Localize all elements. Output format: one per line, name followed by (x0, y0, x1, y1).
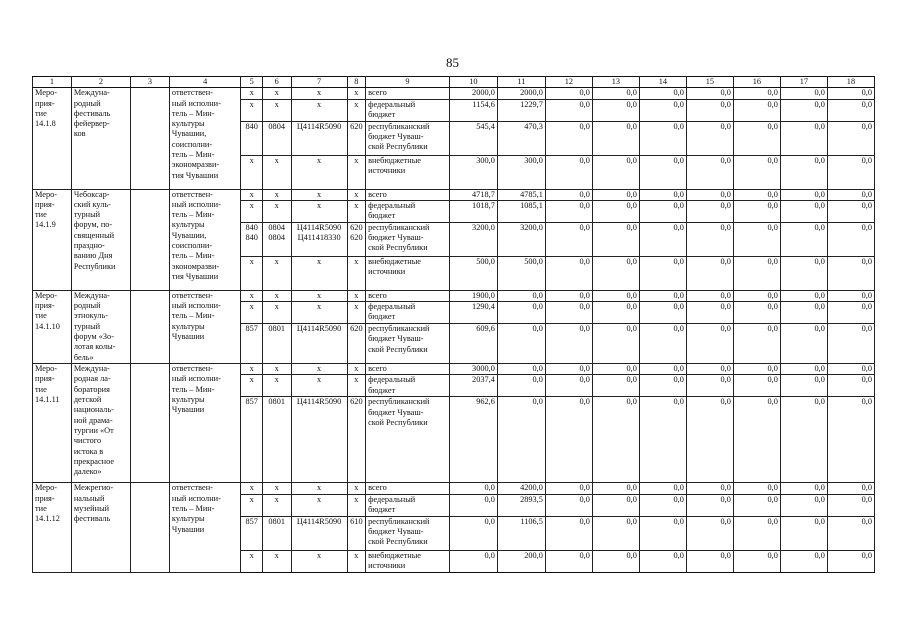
measure-id: Меро- прия- тие 14.1.9 (33, 189, 72, 290)
amount-cell: 0,0 (545, 200, 592, 222)
amount-cell: 2037,4 (449, 375, 497, 397)
amount-cell: 4718,7 (449, 189, 497, 200)
column-header: 13 (592, 77, 639, 88)
column-header: 8 (347, 77, 365, 88)
amount-cell: 0,0 (592, 290, 639, 301)
funding-source: республиканский бюджет Чуваш- ской Республики (366, 324, 450, 364)
expense-type-code: х (347, 189, 365, 200)
amount-cell: 0,0 (733, 483, 780, 494)
amount-cell: 0,0 (733, 364, 780, 375)
amount-cell: 0,0 (733, 88, 780, 99)
amount-cell: 0,0 (686, 256, 733, 290)
target-article-code: х (291, 88, 347, 99)
section-code: 0804 0804 (262, 222, 291, 256)
grbs-code: 857 (241, 397, 262, 483)
amount-cell: 0,0 (733, 222, 780, 256)
amount-cell: 0,0 (497, 364, 545, 375)
section-code: х (262, 302, 291, 324)
expense-type-code: х (347, 290, 365, 301)
amount-cell: 0,0 (592, 200, 639, 222)
amount-cell: 0,0 (827, 121, 874, 155)
amount-cell: 4785,1 (497, 189, 545, 200)
amount-cell: 0,0 (827, 256, 874, 290)
grbs-code: 857 (241, 324, 262, 364)
amount-cell: 0,0 (639, 200, 686, 222)
expense-type-code: х (347, 550, 365, 572)
expense-type-code: х (347, 99, 365, 121)
target-article-code: х (291, 483, 347, 494)
target-article-code: Ц4114R5090 (291, 121, 347, 155)
amount-cell: 2893,5 (497, 494, 545, 516)
expense-type-code: 620 (347, 121, 365, 155)
amount-cell: 0,0 (780, 88, 827, 99)
amount-cell: 1018,7 (449, 200, 497, 222)
amount-cell: 0,0 (827, 483, 874, 494)
expense-type-code: х (347, 88, 365, 99)
amount-cell: 0,0 (592, 375, 639, 397)
column-header: 10 (449, 77, 497, 88)
section-code: х (262, 494, 291, 516)
target-article-code: х (291, 200, 347, 222)
expense-type-code: х (347, 494, 365, 516)
grbs-code: 857 (241, 516, 262, 550)
grbs-code: х (241, 200, 262, 222)
amount-cell: 2000,0 (497, 88, 545, 99)
responsible-executor: ответствен- ный исполни- тель – Мин- культуры Чувашии (169, 483, 241, 572)
grbs-code: х (241, 364, 262, 375)
amount-cell: 470,3 (497, 121, 545, 155)
table-row (33, 189, 875, 200)
funding-source: всего (366, 483, 450, 494)
column-header: 1 (33, 77, 72, 88)
table-row (33, 88, 875, 99)
section-code: 0801 (262, 324, 291, 364)
column-header: 5 (241, 77, 262, 88)
amount-cell: 0,0 (780, 200, 827, 222)
amount-cell: 0,0 (592, 494, 639, 516)
amount-cell: 0,0 (780, 290, 827, 301)
measure-name: Междуна- родный фестиваль фейервер- ков (71, 88, 130, 189)
column-header: 11 (497, 77, 545, 88)
expense-type-code: 620 (347, 324, 365, 364)
amount-cell: 0,0 (827, 155, 874, 189)
target-article-code: х (291, 364, 347, 375)
table-row (33, 483, 875, 494)
responsible-executor: ответствен- ный исполни- тель – Мин- культуры Чувашии, соисполни- тель – Мин- экономразви- тия Чувашии (169, 88, 241, 189)
amount-cell: 3000,0 (449, 364, 497, 375)
amount-cell: 0,0 (780, 516, 827, 550)
amount-cell: 0,0 (827, 200, 874, 222)
amount-cell: 0,0 (827, 375, 874, 397)
table-row (33, 364, 875, 375)
section-code: х (262, 99, 291, 121)
amount-cell: 0,0 (733, 397, 780, 483)
amount-cell: 1154,6 (449, 99, 497, 121)
funding-source: республиканский бюджет Чуваш- ской Республики (366, 516, 450, 550)
target-article-code: х (291, 99, 347, 121)
amount-cell: 0,0 (639, 256, 686, 290)
funding-source: федеральный бюджет (366, 302, 450, 324)
amount-cell: 0,0 (686, 99, 733, 121)
expense-type-code: х (347, 302, 365, 324)
grbs-code: х (241, 290, 262, 301)
section-code: х (262, 88, 291, 99)
empty-cell (131, 290, 170, 363)
amount-cell: 0,0 (827, 516, 874, 550)
amount-cell: 0,0 (639, 375, 686, 397)
amount-cell: 0,0 (686, 121, 733, 155)
amount-cell: 0,0 (780, 189, 827, 200)
expense-type-code: х (347, 200, 365, 222)
funding-source: республиканский бюджет Чуваш- ской Республики (366, 222, 450, 256)
amount-cell: 0,0 (686, 375, 733, 397)
amount-cell: 0,0 (780, 155, 827, 189)
amount-cell: 0,0 (639, 155, 686, 189)
target-article-code: Ц4114R5090 (291, 324, 347, 364)
amount-cell: 0,0 (545, 99, 592, 121)
amount-cell: 0,0 (639, 290, 686, 301)
amount-cell: 0,0 (639, 302, 686, 324)
amount-cell: 0,0 (733, 324, 780, 364)
amount-cell: 0,0 (545, 494, 592, 516)
amount-cell: 0,0 (545, 302, 592, 324)
expense-type-code: х (347, 375, 365, 397)
amount-cell: 0,0 (686, 324, 733, 364)
amount-cell: 0,0 (780, 483, 827, 494)
amount-cell: 0,0 (686, 88, 733, 99)
column-header: 14 (639, 77, 686, 88)
amount-cell: 0,0 (827, 88, 874, 99)
amount-cell: 0,0 (639, 121, 686, 155)
target-article-code: х (291, 302, 347, 324)
amount-cell: 0,0 (592, 364, 639, 375)
grbs-code: х (241, 483, 262, 494)
amount-cell: 0,0 (545, 483, 592, 494)
amount-cell: 0,0 (733, 256, 780, 290)
section-code: 0801 (262, 397, 291, 483)
amount-cell: 0,0 (780, 222, 827, 256)
amount-cell: 0,0 (592, 256, 639, 290)
amount-cell: 0,0 (686, 189, 733, 200)
empty-cell (131, 364, 170, 483)
expense-type-code: 620 620 (347, 222, 365, 256)
empty-cell (131, 189, 170, 290)
amount-cell: 0,0 (827, 397, 874, 483)
amount-cell: 0,0 (780, 324, 827, 364)
funding-source: всего (366, 364, 450, 375)
amount-cell: 0,0 (497, 302, 545, 324)
amount-cell: 0,0 (733, 494, 780, 516)
amount-cell: 0,0 (639, 99, 686, 121)
amount-cell: 0,0 (449, 494, 497, 516)
section-code: 0804 (262, 121, 291, 155)
amount-cell: 500,0 (449, 256, 497, 290)
amount-cell: 0,0 (639, 324, 686, 364)
amount-cell: 0,0 (592, 302, 639, 324)
measure-id: Меро- прия- тие 14.1.12 (33, 483, 72, 572)
amount-cell: 0,0 (780, 302, 827, 324)
expense-type-code: х (347, 256, 365, 290)
amount-cell: 1106,5 (497, 516, 545, 550)
amount-cell: 0,0 (592, 324, 639, 364)
target-article-code: х (291, 155, 347, 189)
amount-cell: 0,0 (686, 550, 733, 572)
funding-source: всего (366, 88, 450, 99)
target-article-code: Ц4114R5090 Ц411418330 (291, 222, 347, 256)
amount-cell: 0,0 (639, 88, 686, 99)
amount-cell: 0,0 (545, 364, 592, 375)
amount-cell: 300,0 (449, 155, 497, 189)
grbs-code: х (241, 155, 262, 189)
amount-cell: 0,0 (592, 189, 639, 200)
amount-cell: 0,0 (497, 324, 545, 364)
measure-name: Чебоксар- ский куль- турный форум, по- священный праздно- ванию Дня Республики (71, 189, 130, 290)
measure-name: Междуна- родная ла- боратория детской националь- ной драма- тургии «От чистого истока в прекрасное далеко» (71, 364, 130, 483)
amount-cell: 0,0 (733, 99, 780, 121)
amount-cell: 0,0 (780, 550, 827, 572)
section-code: х (262, 256, 291, 290)
grbs-code: х (241, 256, 262, 290)
amount-cell: 0,0 (592, 222, 639, 256)
amount-cell: 0,0 (449, 516, 497, 550)
amount-cell: 0,0 (686, 155, 733, 189)
amount-cell: 0,0 (733, 121, 780, 155)
amount-cell: 1290,4 (449, 302, 497, 324)
amount-cell: 200,0 (497, 550, 545, 572)
table-row (33, 290, 875, 301)
amount-cell: 0,0 (592, 155, 639, 189)
target-article-code: Ц4114R5090 (291, 516, 347, 550)
section-code: х (262, 200, 291, 222)
amount-cell: 0,0 (592, 121, 639, 155)
amount-cell: 0,0 (686, 200, 733, 222)
column-header: 15 (686, 77, 733, 88)
amount-cell: 1229,7 (497, 99, 545, 121)
amount-cell: 0,0 (545, 155, 592, 189)
funding-source: республиканский бюджет Чуваш- ской Республики (366, 121, 450, 155)
amount-cell: 0,0 (592, 516, 639, 550)
amount-cell: 0,0 (639, 364, 686, 375)
target-article-code: х (291, 550, 347, 572)
column-header: 12 (545, 77, 592, 88)
section-code: х (262, 189, 291, 200)
funding-source: федеральный бюджет (366, 200, 450, 222)
grbs-code: х (241, 99, 262, 121)
amount-cell: 0,0 (639, 550, 686, 572)
expense-type-code: х (347, 155, 365, 189)
amount-cell: 0,0 (780, 375, 827, 397)
amount-cell: 0,0 (780, 121, 827, 155)
funding-source: республиканский бюджет Чуваш- ской Республики (366, 397, 450, 483)
amount-cell: 545,4 (449, 121, 497, 155)
page-number: 85 (446, 55, 459, 70)
amount-cell: 0,0 (639, 222, 686, 256)
amount-cell: 0,0 (497, 397, 545, 483)
measure-name: Межрегио- нальный музейный фестиваль (71, 483, 130, 572)
empty-cell (131, 88, 170, 189)
amount-cell: 0,0 (592, 550, 639, 572)
target-article-code: х (291, 290, 347, 301)
amount-cell: 0,0 (639, 189, 686, 200)
amount-cell: 0,0 (686, 290, 733, 301)
header-row (33, 77, 875, 88)
amount-cell: 609,6 (449, 324, 497, 364)
column-header: 7 (291, 77, 347, 88)
amount-cell: 1900,0 (449, 290, 497, 301)
amount-cell: 0,0 (780, 256, 827, 290)
expense-type-code: х (347, 364, 365, 375)
grbs-code: х (241, 302, 262, 324)
measure-id: Меро- прия- тие 14.1.8 (33, 88, 72, 189)
expense-type-code: 610 (347, 516, 365, 550)
grbs-code: 840 (241, 121, 262, 155)
amount-cell: 0,0 (545, 290, 592, 301)
amount-cell: 0,0 (827, 302, 874, 324)
amount-cell: 0,0 (780, 364, 827, 375)
amount-cell: 0,0 (733, 516, 780, 550)
section-code: х (262, 550, 291, 572)
responsible-executor: ответствен- ный исполни- тель – Мин- культуры Чувашии (169, 290, 241, 363)
amount-cell: 300,0 (497, 155, 545, 189)
amount-cell: 0,0 (780, 397, 827, 483)
target-article-code: х (291, 375, 347, 397)
amount-cell: 3200,0 (449, 222, 497, 256)
funding-source: внебюджетные источники (366, 155, 450, 189)
amount-cell: 0,0 (545, 550, 592, 572)
empty-cell (131, 483, 170, 572)
amount-cell: 0,0 (545, 324, 592, 364)
section-code: х (262, 483, 291, 494)
amount-cell: 3200,0 (497, 222, 545, 256)
amount-cell: 0,0 (733, 290, 780, 301)
amount-cell: 962,6 (449, 397, 497, 483)
column-header: 2 (71, 77, 130, 88)
column-header: 6 (262, 77, 291, 88)
budget-table (32, 76, 875, 573)
section-code: х (262, 290, 291, 301)
target-article-code: х (291, 256, 347, 290)
section-code: х (262, 364, 291, 375)
grbs-code: 840 840 (241, 222, 262, 256)
amount-cell: 0,0 (780, 99, 827, 121)
column-header: 4 (169, 77, 241, 88)
amount-cell: 0,0 (686, 483, 733, 494)
amount-cell: 0,0 (827, 189, 874, 200)
funding-source: внебюджетные источники (366, 256, 450, 290)
section-code: х (262, 155, 291, 189)
funding-source: всего (366, 189, 450, 200)
target-article-code: х (291, 189, 347, 200)
column-header: 16 (733, 77, 780, 88)
amount-cell: 0,0 (545, 222, 592, 256)
amount-cell: 0,0 (733, 189, 780, 200)
amount-cell: 0,0 (449, 550, 497, 572)
amount-cell: 0,0 (545, 375, 592, 397)
column-header: 9 (366, 77, 450, 88)
amount-cell: 500,0 (497, 256, 545, 290)
amount-cell: 0,0 (545, 397, 592, 483)
amount-cell: 0,0 (686, 302, 733, 324)
amount-cell: 0,0 (827, 550, 874, 572)
grbs-code: х (241, 189, 262, 200)
amount-cell: 0,0 (545, 121, 592, 155)
amount-cell: 0,0 (827, 290, 874, 301)
amount-cell: 0,0 (827, 364, 874, 375)
measure-name: Междуна- родный этнокуль- турный форум «Зо- лотая колы- бель» (71, 290, 130, 363)
amount-cell: 0,0 (780, 494, 827, 516)
grbs-code: х (241, 494, 262, 516)
responsible-executor: ответствен- ный исполни- тель – Мин- культуры Чувашии, соисполни- тель – Мин- экономразви- тия Чувашии (169, 189, 241, 290)
grbs-code: х (241, 375, 262, 397)
funding-source: федеральный бюджет (366, 375, 450, 397)
amount-cell: 0,0 (592, 397, 639, 483)
grbs-code: х (241, 550, 262, 572)
amount-cell: 0,0 (827, 494, 874, 516)
amount-cell: 0,0 (592, 483, 639, 494)
amount-cell: 0,0 (733, 200, 780, 222)
measure-id: Меро- прия- тие 14.1.10 (33, 290, 72, 363)
amount-cell: 0,0 (686, 222, 733, 256)
amount-cell: 0,0 (733, 155, 780, 189)
amount-cell: 0,0 (827, 99, 874, 121)
amount-cell: 0,0 (639, 483, 686, 494)
expense-type-code: х (347, 483, 365, 494)
amount-cell: 0,0 (686, 516, 733, 550)
expense-type-code: 620 (347, 397, 365, 483)
amount-cell: 0,0 (545, 189, 592, 200)
amount-cell: 0,0 (497, 290, 545, 301)
amount-cell: 0,0 (827, 222, 874, 256)
amount-cell: 0,0 (686, 364, 733, 375)
amount-cell: 0,0 (545, 88, 592, 99)
amount-cell: 0,0 (497, 375, 545, 397)
funding-source: всего (366, 290, 450, 301)
amount-cell: 0,0 (639, 516, 686, 550)
amount-cell: 0,0 (545, 516, 592, 550)
amount-cell: 0,0 (639, 494, 686, 516)
column-header: 17 (780, 77, 827, 88)
amount-cell: 0,0 (827, 324, 874, 364)
amount-cell: 0,0 (733, 375, 780, 397)
amount-cell: 0,0 (639, 397, 686, 483)
funding-source: федеральный бюджет (366, 494, 450, 516)
amount-cell: 1085,1 (497, 200, 545, 222)
column-header: 18 (827, 77, 874, 88)
amount-cell: 0,0 (686, 494, 733, 516)
amount-cell: 4200,0 (497, 483, 545, 494)
target-article-code: Ц4114R5090 (291, 397, 347, 483)
grbs-code: х (241, 88, 262, 99)
amount-cell: 0,0 (545, 256, 592, 290)
measure-id: Меро- прия- тие 14.1.11 (33, 364, 72, 483)
amount-cell: 0,0 (686, 397, 733, 483)
responsible-executor: ответствен- ный исполни- тель – Мин- культуры Чувашии (169, 364, 241, 483)
amount-cell: 2000,0 (449, 88, 497, 99)
amount-cell: 0,0 (449, 483, 497, 494)
amount-cell: 0,0 (733, 302, 780, 324)
amount-cell: 0,0 (592, 99, 639, 121)
target-article-code: х (291, 494, 347, 516)
funding-source: внебюджетные источники (366, 550, 450, 572)
column-header: 3 (131, 77, 170, 88)
funding-source: федеральный бюджет (366, 99, 450, 121)
amount-cell: 0,0 (592, 88, 639, 99)
amount-cell: 0,0 (733, 550, 780, 572)
section-code: х (262, 375, 291, 397)
table-body (33, 77, 875, 573)
section-code: 0801 (262, 516, 291, 550)
